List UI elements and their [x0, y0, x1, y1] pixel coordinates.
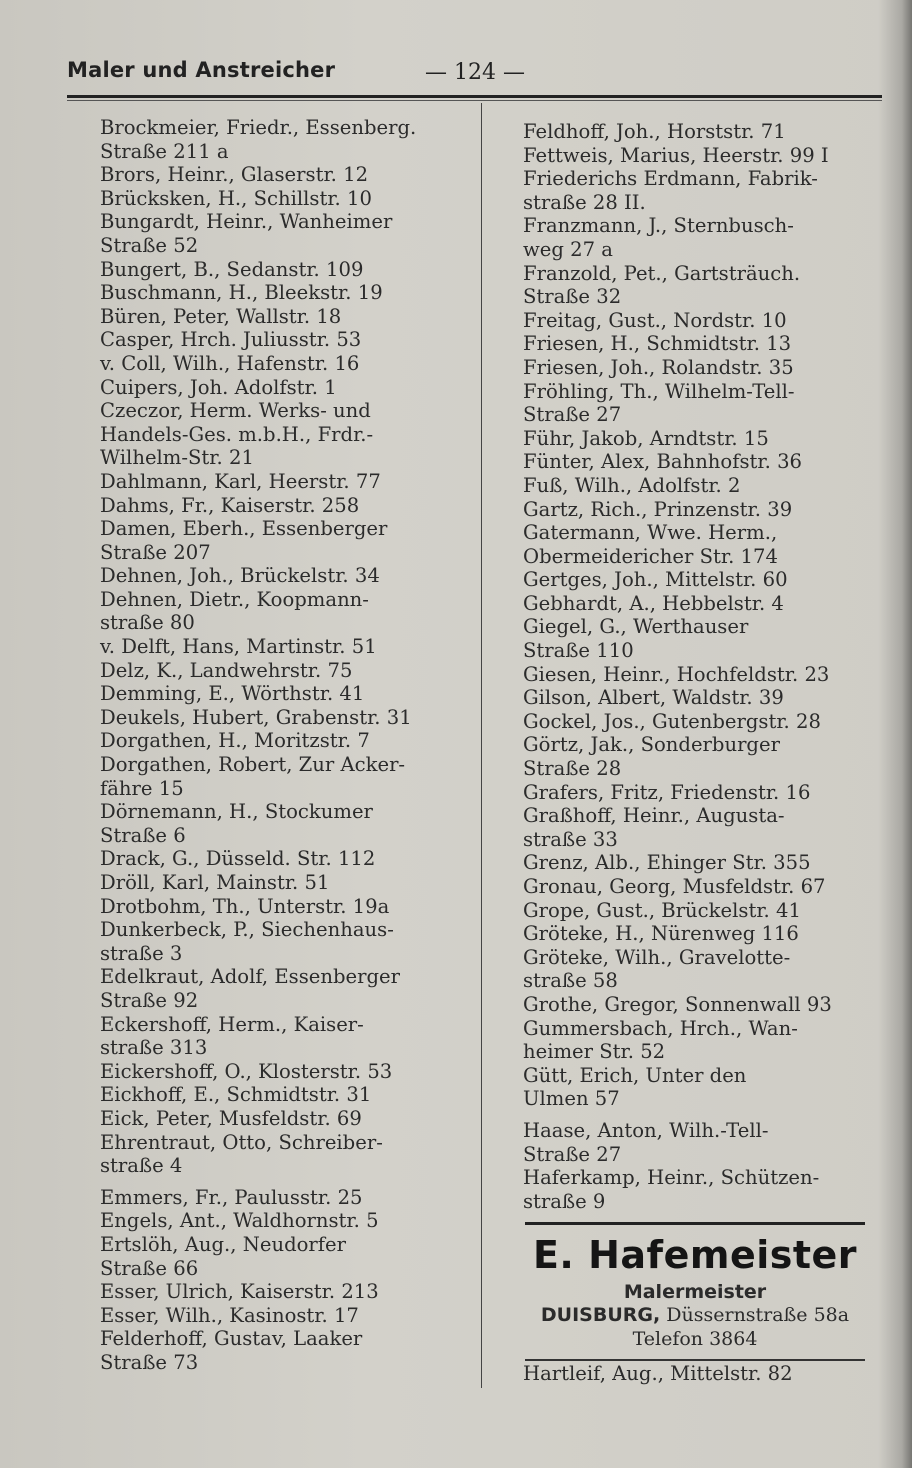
directory-entry: [100, 1304, 470, 1328]
entry-line1: Grothe, Gregor, Sonnenwall 93: [523, 992, 832, 1016]
directory-entry: [100, 847, 470, 871]
directory-entry: [100, 635, 470, 659]
entry-line1: Gartz, Rich., Prinzenstr. 39: [523, 497, 793, 521]
directory-entry: [100, 564, 470, 588]
entry-line1: Deukels, Hubert, Grabenstr. 31: [100, 705, 412, 729]
entry-line1: Gertges, Joh., Mittelstr. 60: [523, 568, 788, 592]
ad-phone: Telefon 3864: [632, 1328, 758, 1350]
entry-line1: Czeczor, Herm. Werks- und: [100, 399, 371, 423]
directory-entry: [100, 1186, 470, 1210]
left-column: [100, 116, 470, 1374]
directory-entry: [100, 1083, 470, 1107]
entry-line1: Feldhoff, Joh., Horststr. 71: [523, 120, 786, 143]
entry-line2: Straße 207: [100, 540, 211, 564]
directory-entry: [100, 281, 470, 305]
ad-street: Düssernstraße 58a: [666, 1304, 850, 1326]
entry-line2: Ulmen 57: [523, 1087, 620, 1111]
directory-entry: [523, 568, 883, 592]
directory-entry: [523, 144, 883, 168]
directory-entry: [523, 214, 883, 261]
directory-entry: [100, 517, 470, 564]
entry-line1: Gröteke, Wilh., Gravelotte-: [523, 945, 791, 969]
entry-line2: Straße 73: [100, 1350, 199, 1374]
directory-entry: [100, 871, 470, 895]
directory-entry: [100, 494, 470, 518]
entry-line1: Esser, Wilh., Kasinostr. 17: [100, 1303, 359, 1327]
ad-city: DUISBURG,: [540, 1304, 661, 1326]
ad-bottom-rule: [525, 1359, 865, 1361]
directory-entry: [100, 399, 470, 470]
entry-line1: Giesen, Heinr., Hochfeldstr. 23: [523, 662, 830, 686]
directory-entry: [523, 521, 883, 568]
entry-line1: Gatermann, Wwe. Herm.,: [523, 521, 778, 545]
entry-line1: Fettweis, Marius, Heerstr. 99 I: [523, 143, 829, 167]
directory-entry: [523, 804, 883, 851]
entry-line1: Friederichs Erdmann, Fabrik-: [523, 167, 818, 191]
entry-line2: Straße 92: [100, 988, 199, 1012]
directory-entry: [100, 1107, 470, 1131]
entry-line1: Graßhoff, Heinr., Augusta-: [523, 804, 785, 828]
directory-entry: [100, 800, 470, 847]
directory-entry: [523, 120, 883, 144]
entry-line2: Straße 27: [523, 403, 622, 427]
directory-entry: [523, 167, 883, 214]
directory-entry: [523, 733, 883, 780]
page-number: — 124 —: [425, 60, 525, 85]
directory-entry: [100, 918, 470, 965]
entry-line1: Bungardt, Heinr., Wanheimer: [100, 210, 393, 234]
entry-line1: Gockel, Jos., Gutenbergstr. 28: [523, 709, 821, 733]
entry-line1: Gilson, Albert, Waldstr. 39: [523, 686, 784, 710]
ad-top-rule: [525, 1222, 865, 1225]
advertisement-box: [515, 1222, 875, 1361]
entry-line1: Dorgathen, H., Moritzstr. 7: [100, 729, 370, 753]
entry-line1: Damen, Eberh., Essenberger: [100, 517, 388, 541]
entry-line1: Grafers, Fritz, Friedenstr. 16: [523, 780, 811, 804]
directory-entry: [523, 592, 883, 616]
entry-line1: Büren, Peter, Wallstr. 18: [100, 304, 342, 328]
entry-line2: straße 313: [100, 1036, 208, 1060]
entry-line2: fähre 15: [100, 776, 184, 800]
entry-line1: Gummersbach, Hrch., Wan-: [523, 1016, 798, 1040]
directory-entry: [523, 1119, 883, 1166]
directory-entry: [523, 875, 883, 899]
directory-entry: [100, 470, 470, 494]
directory-entry: [100, 163, 470, 187]
directory-entry: [523, 615, 883, 662]
directory-entry: [100, 1013, 470, 1060]
header-rule: [67, 95, 882, 98]
entry-line1: Dahlmann, Karl, Heerstr. 77: [100, 469, 381, 493]
directory-entry: [100, 305, 470, 329]
entry-line1: Gebhardt, A., Hebbelstr. 4: [523, 591, 784, 615]
entry-line1: Führ, Jakob, Arndtstr. 15: [523, 426, 769, 450]
entry-line1: Ehrentraut, Otto, Schreiber-: [100, 1130, 383, 1154]
entry-line1: Dröll, Karl, Mainstr. 51: [100, 871, 330, 894]
directory-entry: [523, 474, 883, 498]
entry-line1: Eickershoff, O., Klosterstr. 53: [100, 1059, 393, 1083]
entry-line2: Straße 6: [100, 823, 186, 847]
entry-line1: Bungert, B., Sedanstr. 109: [100, 257, 364, 281]
entry-line1: Felderhoff, Gustav, Laaker: [100, 1327, 363, 1351]
entry-line1: Cuipers, Joh. Adolfstr. 1: [100, 375, 337, 399]
directory-entry: [100, 965, 470, 1012]
entry-line1: v. Delft, Hans, Martinstr. 51: [100, 635, 377, 659]
entry-line1: Dunkerbeck, P., Siechenhaus-: [100, 918, 394, 942]
entry-line2: Straße 110: [523, 639, 634, 663]
directory-entry: [100, 1060, 470, 1084]
ad-company-name: E. Hafemeister: [532, 1233, 858, 1277]
entry-line2: Straße 66: [100, 1256, 199, 1280]
entry-line2: weg 27 a: [523, 237, 613, 261]
entry-line1: Buschmann, H., Bleekstr. 19: [100, 281, 383, 305]
entry-line2: Handels-Ges. m.b.H., Frdr.-: [100, 422, 374, 446]
entry-line2: Obermeidericher Str. 174: [523, 544, 778, 568]
entry-line1: Fuß, Wilh., Adolfstr. 2: [523, 473, 741, 497]
entry-line1: Haferkamp, Heinr., Schützen-: [523, 1166, 820, 1190]
directory-entry: [523, 686, 883, 710]
directory-entry: [523, 498, 883, 522]
entry-line1: Drack, G., Düsseld. Str. 112: [100, 847, 376, 871]
directory-entry: [100, 116, 470, 163]
directory-entry: [100, 1131, 470, 1178]
directory-entry: [100, 895, 470, 919]
entry-line2: straße 3: [100, 941, 183, 965]
directory-entry: [523, 946, 883, 993]
entry-line1: Emmers, Fr., Paulusstr. 25: [100, 1185, 363, 1209]
entry-line1: Edelkraut, Adolf, Essenberger: [100, 965, 400, 989]
entry-line1: Fröhling, Th., Wilhelm-Tell-: [523, 379, 795, 403]
entry-line1: Delz, K., Landwehrstr. 75: [100, 658, 353, 682]
entry-line1: Engels, Ant., Waldhornstr. 5: [100, 1209, 379, 1233]
directory-entry: [100, 588, 470, 635]
entry-line1: Eick, Peter, Musfeldstr. 69: [100, 1106, 362, 1130]
entry-line1: Brockmeier, Friedr., Essenberg.: [100, 116, 417, 139]
entry-line1: Dehnen, Joh., Brückelstr. 34: [100, 564, 380, 588]
entry-line1: Dorgathen, Robert, Zur Acker-: [100, 753, 406, 777]
entry-line1: Gröteke, H., Nürenweg 116: [523, 922, 799, 946]
entry-line2: Straße 27: [523, 1142, 622, 1166]
entry-line2: Straße 52: [100, 233, 199, 257]
directory-entry: [100, 376, 470, 400]
entry-line1: Görtz, Jak., Sonderburger: [523, 733, 780, 757]
directory-entry: Hartleif, Aug., Mittelstr. 82: [523, 1362, 793, 1385]
entry-line1: Friesen, Joh., Rolandstr. 35: [523, 355, 794, 379]
directory-entry: [523, 1017, 883, 1064]
entry-line2: straße 4: [100, 1154, 183, 1178]
entry-line1: Giegel, G., Werthauser: [523, 615, 749, 639]
entry-line3: Wilhelm-Str. 21: [100, 446, 254, 470]
entry-line1: Franzold, Pet., Gartsträuch.: [523, 261, 801, 285]
entry-gap: [100, 1178, 470, 1186]
entry-line1: Demming, E., Wörthstr. 41: [100, 682, 365, 706]
directory-entry: [523, 380, 883, 427]
entry-line1: Eckershoff, Herm., Kaiser-: [100, 1012, 364, 1036]
page-header-title: Maler und Anstreicher: [67, 58, 336, 82]
entry-line1: Esser, Ulrich, Kaiserstr. 213: [100, 1280, 379, 1304]
directory-entry: [523, 427, 883, 451]
directory-entry: [100, 352, 470, 376]
directory-entry: [523, 450, 883, 474]
directory-entry: [523, 781, 883, 805]
directory-entry: [100, 258, 470, 282]
directory-entry: [100, 753, 470, 800]
directory-entry: [100, 682, 470, 706]
entry-line2: straße 9: [523, 1189, 606, 1213]
entry-line2: Straße 32: [523, 285, 622, 309]
directory-entry: [523, 899, 883, 923]
entry-line2: straße 28 II.: [523, 190, 646, 214]
directory-entry: [523, 922, 883, 946]
column-divider: [481, 103, 482, 1388]
directory-entry: [523, 710, 883, 734]
entry-line1: v. Coll, Wilh., Hafenstr. 16: [100, 351, 360, 375]
entry-line2: straße 58: [523, 969, 618, 993]
directory-entry: [523, 1064, 883, 1111]
right-column: [523, 120, 883, 1213]
directory-entry: [100, 1209, 470, 1233]
ad-address: [515, 1303, 875, 1327]
entry-line1: Grope, Gust., Brückelstr. 41: [523, 898, 801, 922]
entry-line1: Brücksken, H., Schillstr. 10: [100, 186, 372, 210]
entry-line1: Dörnemann, H., Stockumer: [100, 800, 373, 824]
entry-line1: Gütt, Erich, Unter den: [523, 1063, 747, 1087]
entry-line1: Friesen, H., Schmidtstr. 13: [523, 332, 792, 356]
entry-line1: Drotbohm, Th., Unterstr. 19a: [100, 894, 390, 918]
entry-line2: Straße 211 a: [100, 139, 229, 163]
ad-profession: Malermeister: [623, 1281, 767, 1303]
entry-line1: Fünter, Alex, Bahnhofstr. 36: [523, 450, 803, 474]
directory-entry: [523, 309, 883, 333]
directory-entry: [523, 1166, 883, 1213]
entry-line2: Straße 28: [523, 757, 622, 781]
entry-line1: Dehnen, Dietr., Koopmann-: [100, 587, 369, 611]
directory-entry: [523, 356, 883, 380]
directory-entry: [523, 262, 883, 309]
entry-line2: straße 80: [100, 611, 195, 635]
entry-line1: Casper, Hrch. Juliusstr. 53: [100, 328, 362, 352]
directory-entry: [100, 328, 470, 352]
directory-entry: [100, 1233, 470, 1280]
entry-line1: Haase, Anton, Wilh.-Tell-: [523, 1118, 769, 1142]
entry-line1: Gronau, Georg, Musfeldstr. 67: [523, 875, 826, 898]
header-rule-thin: [67, 100, 882, 101]
entry-line1: Grenz, Alb., Ehinger Str. 355: [523, 851, 811, 875]
directory-entry: [100, 706, 470, 730]
directory-entry: [523, 851, 883, 875]
directory-entry: [100, 659, 470, 683]
directory-entry: [523, 332, 883, 356]
entry-line1: Dahms, Fr., Kaiserstr. 258: [100, 493, 360, 517]
directory-entry: [100, 187, 470, 211]
entry-line1: Ertslöh, Aug., Neudorfer: [100, 1232, 347, 1256]
entry-gap: [523, 1111, 883, 1119]
entry-line1: Freitag, Gust., Nordstr. 10: [523, 308, 787, 332]
entry-line1: Brors, Heinr., Glaserstr. 12: [100, 163, 369, 187]
directory-entry: [523, 993, 883, 1017]
entry-line1: Eickhoff, E., Schmidtstr. 31: [100, 1083, 372, 1107]
directory-entry: [523, 663, 883, 687]
directory-entry: [100, 1280, 470, 1304]
entry-line2: straße 33: [523, 827, 618, 851]
directory-entry: [100, 1327, 470, 1374]
entry-line2: heimer Str. 52: [523, 1040, 666, 1064]
directory-entry: [100, 729, 470, 753]
entry-line1: Franzmann, J., Sternbusch-: [523, 214, 794, 238]
page-edge-shadow: [878, 0, 912, 1468]
directory-entry: [100, 210, 470, 257]
